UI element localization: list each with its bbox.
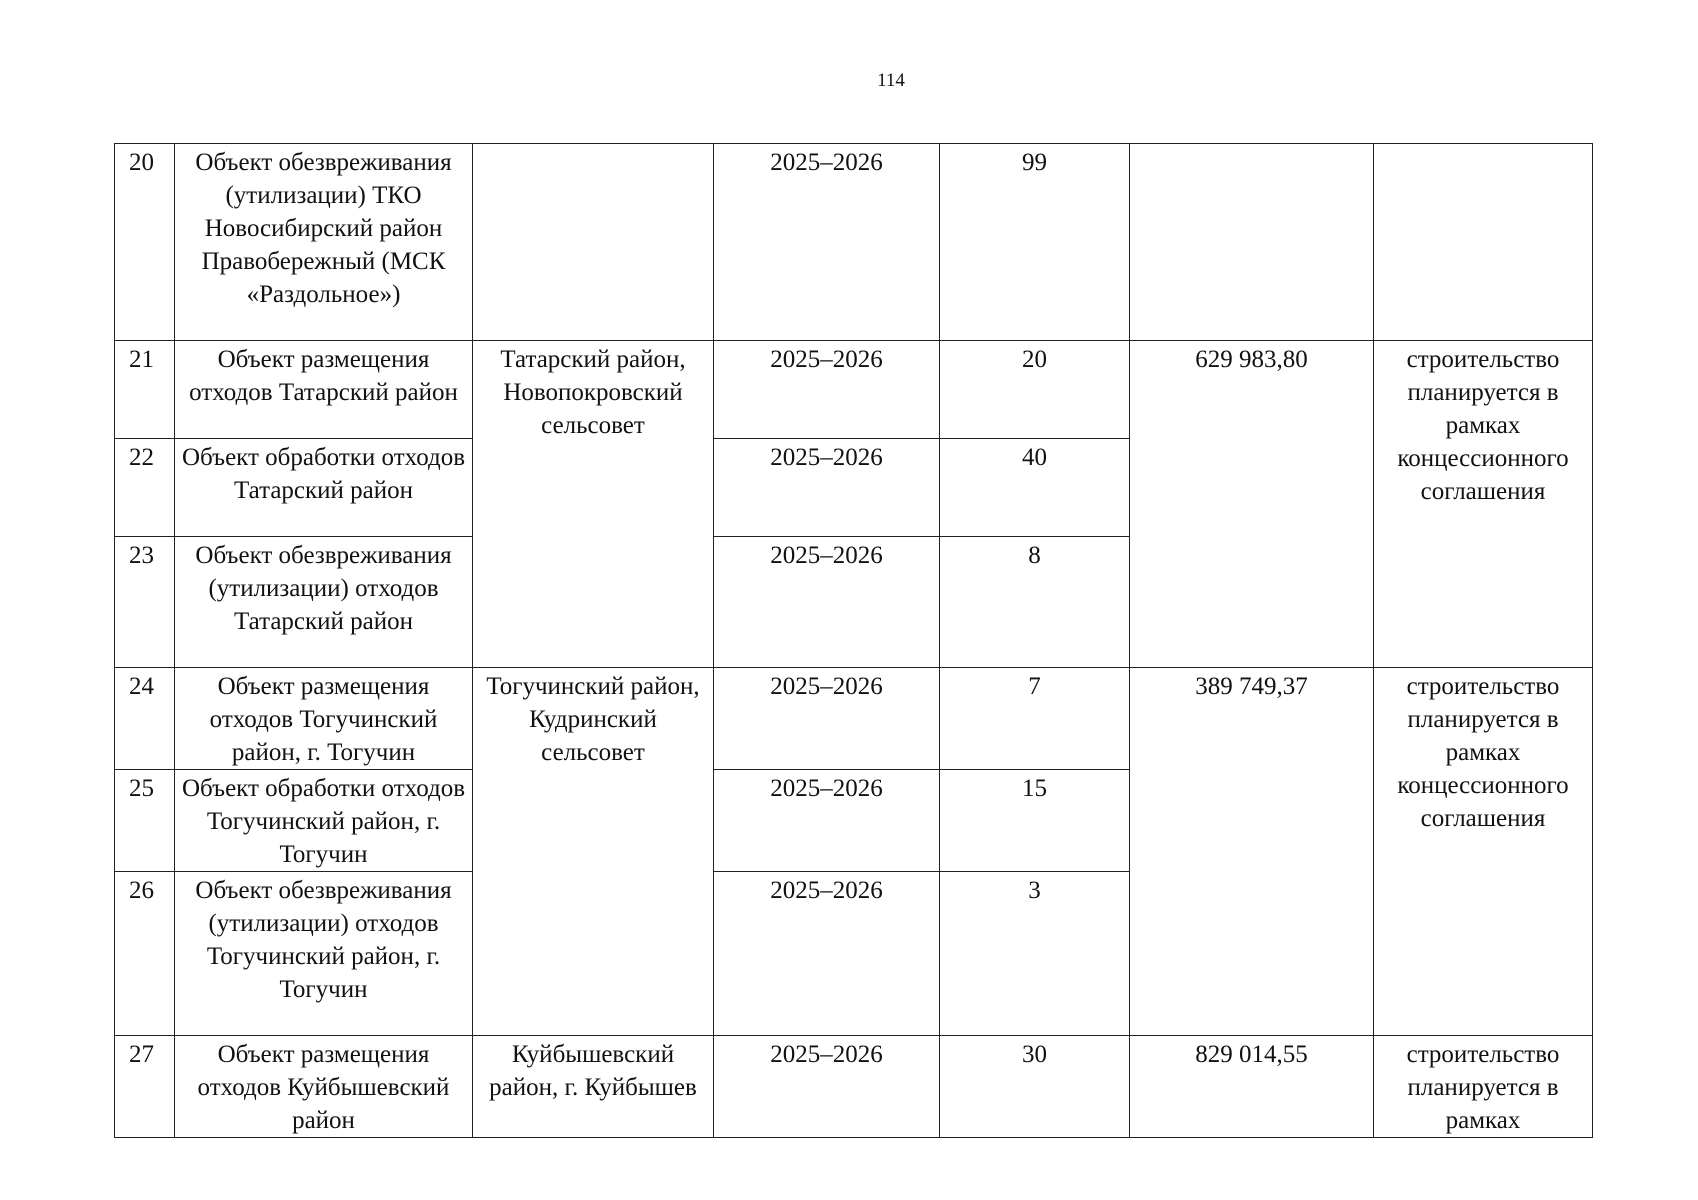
object-name: Объект обезвреживания (утилизации) отходов Татарский район	[175, 537, 473, 668]
row-number: 20	[115, 144, 175, 341]
table-row	[115, 341, 1593, 439]
cost-cell: 629 983,80	[1130, 341, 1374, 668]
capacity-cell: 99	[940, 144, 1130, 341]
table-row	[115, 144, 1593, 341]
row-number: 26	[115, 872, 175, 1036]
period-cell: 2025–2026	[714, 144, 940, 341]
page-number: 114	[877, 70, 905, 91]
capacity-cell: 3	[940, 872, 1130, 1036]
cost-cell	[1130, 144, 1374, 341]
location-cell: Тогучинский район, Кудринский сельсовет	[473, 668, 714, 1036]
note-cell: строительство планируется в рамках	[1374, 1036, 1593, 1138]
table-row	[115, 668, 1593, 770]
capacity-cell: 7	[940, 668, 1130, 770]
row-number: 25	[115, 770, 175, 872]
capacity-cell: 40	[940, 439, 1130, 537]
capacity-cell: 30	[940, 1036, 1130, 1138]
period-cell: 2025–2026	[714, 668, 940, 770]
period-cell: 2025–2026	[714, 439, 940, 537]
note-cell	[1374, 144, 1593, 341]
period-cell: 2025–2026	[714, 1036, 940, 1138]
period-cell: 2025–2026	[714, 770, 940, 872]
row-number: 27	[115, 1036, 175, 1138]
object-name: Объект размещения отходов Куйбышевский район	[175, 1036, 473, 1138]
row-number: 23	[115, 537, 175, 668]
table-row	[115, 1036, 1593, 1138]
object-name: Объект обезвреживания (утилизации) отходов Тогучинский район, г. Тогучин	[175, 872, 473, 1036]
period-cell: 2025–2026	[714, 341, 940, 439]
object-name: Объект размещения отходов Татарский район	[175, 341, 473, 439]
cost-cell: 389 749,37	[1130, 668, 1374, 1036]
row-number: 24	[115, 668, 175, 770]
capacity-cell: 8	[940, 537, 1130, 668]
object-name: Объект размещения отходов Тогучинский район, г. Тогучин	[175, 668, 473, 770]
object-name: Объект обработки отходов Татарский район	[175, 439, 473, 537]
row-number: 21	[115, 341, 175, 439]
capacity-cell: 20	[940, 341, 1130, 439]
location-cell: Татарский район, Новопокровский сельсовет	[473, 341, 714, 668]
note-cell: строительство планируется в рамках концессионного соглашения	[1374, 341, 1593, 668]
note-cell: строительство планируется в рамках концессионного соглашения	[1374, 668, 1593, 1036]
period-cell: 2025–2026	[714, 537, 940, 668]
cost-cell: 829 014,55	[1130, 1036, 1374, 1138]
location-cell	[473, 144, 714, 341]
object-name: Объект обезвреживания (утилизации) ТКО Новосибирский район Правобережный (МСК «Раздольное»)	[175, 144, 473, 341]
object-name: Объект обработки отходов Тогучинский район, г. Тогучин	[175, 770, 473, 872]
capacity-cell: 15	[940, 770, 1130, 872]
period-cell: 2025–2026	[714, 872, 940, 1036]
facilities-table	[114, 143, 1593, 1138]
row-number: 22	[115, 439, 175, 537]
location-cell: Куйбышевский район, г. Куйбышев	[473, 1036, 714, 1138]
